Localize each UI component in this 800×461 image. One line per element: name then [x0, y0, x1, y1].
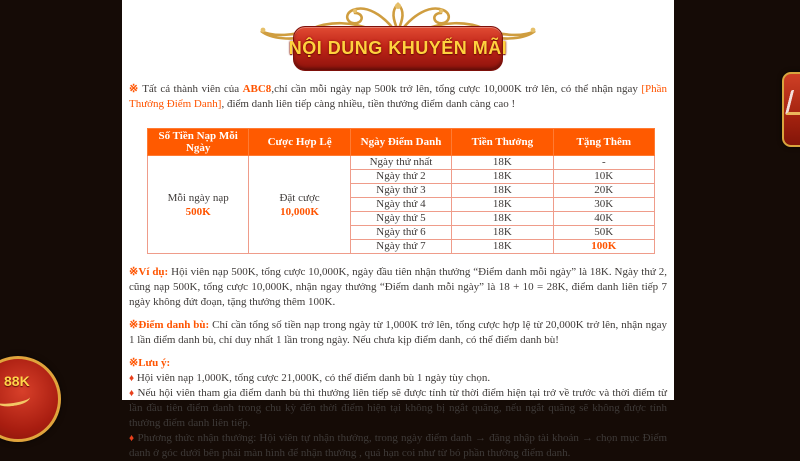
- example-label: ※Ví dụ:: [129, 266, 169, 278]
- note-text: Nếu hội viên tham gia điểm danh bù thì thưởng liên tiếp sẽ được tính từ thời điểm hiện tại trở về trước và thời điểm từ lần đầu tiên điểm danh trong chu kỳ đến thời điểm hiện tại không bị ngắt quãng, nếu ngắt quãng sẽ không được tính thưởng điểm danh liên tiếp.: [129, 387, 667, 429]
- bonus-cell: 18K: [452, 212, 553, 226]
- deposit-value: 500K: [185, 205, 211, 218]
- notes-heading: [129, 356, 667, 371]
- bonus-cell: 18K: [452, 184, 553, 198]
- extra-cell: 30K: [553, 198, 654, 212]
- notes-label: ※Lưu ý:: [129, 357, 171, 369]
- extra-cell: 50K: [553, 226, 654, 240]
- day-cell: Ngày thứ 3: [350, 184, 451, 198]
- side-widget-icon: [785, 90, 800, 115]
- note-item: [129, 371, 667, 386]
- makeup-label: ※Điểm danh bù:: [129, 319, 210, 331]
- diamond-bullet-icon: ♦: [129, 433, 135, 444]
- banner-area: [129, 0, 667, 72]
- col-header-checkin-day: Ngày Điểm Danh: [350, 129, 451, 156]
- extra-cell: 10K: [553, 170, 654, 184]
- note-item: [129, 431, 667, 461]
- day-cell: Ngày thứ 5: [350, 212, 451, 226]
- bet-cell: [249, 156, 350, 254]
- col-header-deposit: Số Tiền Nạp Mỗi Ngày: [148, 129, 249, 156]
- example-paragraph: [129, 265, 667, 310]
- note-text: Phương thức nhận thưởng: Hội viên tự nhận thưởng, trong ngày điểm danh → đăng nhập tài khoản → chọn mục Điểm danh ở góc dưới bên phải màn hình để nhận thưởng , quá hạn coi như từ bỏ phần thưởng điểm danh.: [129, 432, 668, 459]
- bonus-cell: 18K: [452, 198, 553, 212]
- bonus-cell: 18K: [452, 226, 553, 240]
- bet-value: 10,000K: [280, 205, 319, 218]
- day-cell: Ngày thứ 6: [350, 226, 451, 240]
- intro-text-mid: ,chỉ cần mỗi ngày nạp 500k trở lên, tổng cược 10,000K trở lên, có thể nhận ngay: [271, 83, 642, 95]
- bonus-cell: 18K: [452, 170, 553, 184]
- note-item: [129, 386, 667, 431]
- bonus-cell: 18K: [452, 240, 553, 254]
- makeup-checkin-paragraph: [129, 318, 667, 348]
- deposit-cell: [148, 156, 249, 254]
- col-header-valid-bet: Cược Hợp Lệ: [249, 129, 350, 156]
- floating-88k-badge[interactable]: [0, 356, 61, 442]
- content-panel: [122, 0, 674, 459]
- bet-label: Đặt cược: [279, 191, 320, 204]
- table-header-row: [148, 129, 655, 156]
- badge-amount: 88K: [4, 373, 30, 389]
- extra-cell: 40K: [553, 212, 654, 226]
- example-text: Hội viên nạp 500K, tổng cược 10,000K, ngày đầu tiên nhận thưởng “Điểm danh mỗi ngày” là 18K. Ngày thứ 2, cũng nạp 500K, tổng cược 10,000K, nhận ngay thưởng “Điểm danh mỗi ngày” là 18 + 10 = 28K, điểm danh liên tiếp 7 ngày không đứt đoạn, tặng thưởng thêm 100K.: [129, 266, 667, 308]
- diamond-bullet-icon: ♦: [129, 373, 135, 384]
- extra-cell-max: 100K: [553, 240, 654, 254]
- deposit-label: Mỗi ngày nạp: [167, 191, 229, 204]
- makeup-text: Chỉ cần tổng số tiền nạp trong ngày từ 1,000K trở lên, tổng cược hợp lệ từ 20,000K trở lên, nhận ngay 1 lần điểm danh bù, chỉ duy nhất 1 lần trong ngày. Nếu chưa kịp điểm danh, có thể điểm danh bù!: [129, 319, 668, 346]
- extra-cell: -: [553, 156, 654, 170]
- day-cell: Ngày thứ 4: [350, 198, 451, 212]
- note-text: Hội viên nạp 1,000K, tổng cược 21,000K, có thể điểm danh bù 1 ngày tùy chọn.: [136, 372, 491, 384]
- page-title: NỘI DUNG KHUYẾN MÃI: [288, 38, 508, 58]
- day-cell: Ngày thứ nhất: [350, 156, 451, 170]
- intro-text-post: , điểm danh liên tiếp càng nhiều, tiền thưởng điểm danh càng cao !: [221, 98, 516, 110]
- col-header-bonus: Tiền Thưởng: [452, 129, 553, 156]
- section-marker-icon: ※: [129, 83, 139, 95]
- floating-side-widget[interactable]: [782, 72, 800, 147]
- brand-name: ABC8: [242, 83, 272, 95]
- col-header-extra: Tặng Thêm: [553, 129, 654, 156]
- extra-cell: 20K: [553, 184, 654, 198]
- day-cell: Ngày thứ 2: [350, 170, 451, 184]
- table-row: [148, 156, 655, 170]
- promo-title-banner: [288, 26, 508, 71]
- reward-link[interactable]: [Phần Thưởng Điểm Danh]: [129, 83, 667, 110]
- intro-paragraph: [129, 82, 667, 112]
- checkin-reward-table: [147, 128, 655, 254]
- intro-text-pre: Tất cả thành viên của: [138, 83, 243, 95]
- diamond-bullet-icon: ♦: [129, 388, 135, 399]
- day-cell: Ngày thứ 7: [350, 240, 451, 254]
- bonus-cell: 18K: [452, 156, 553, 170]
